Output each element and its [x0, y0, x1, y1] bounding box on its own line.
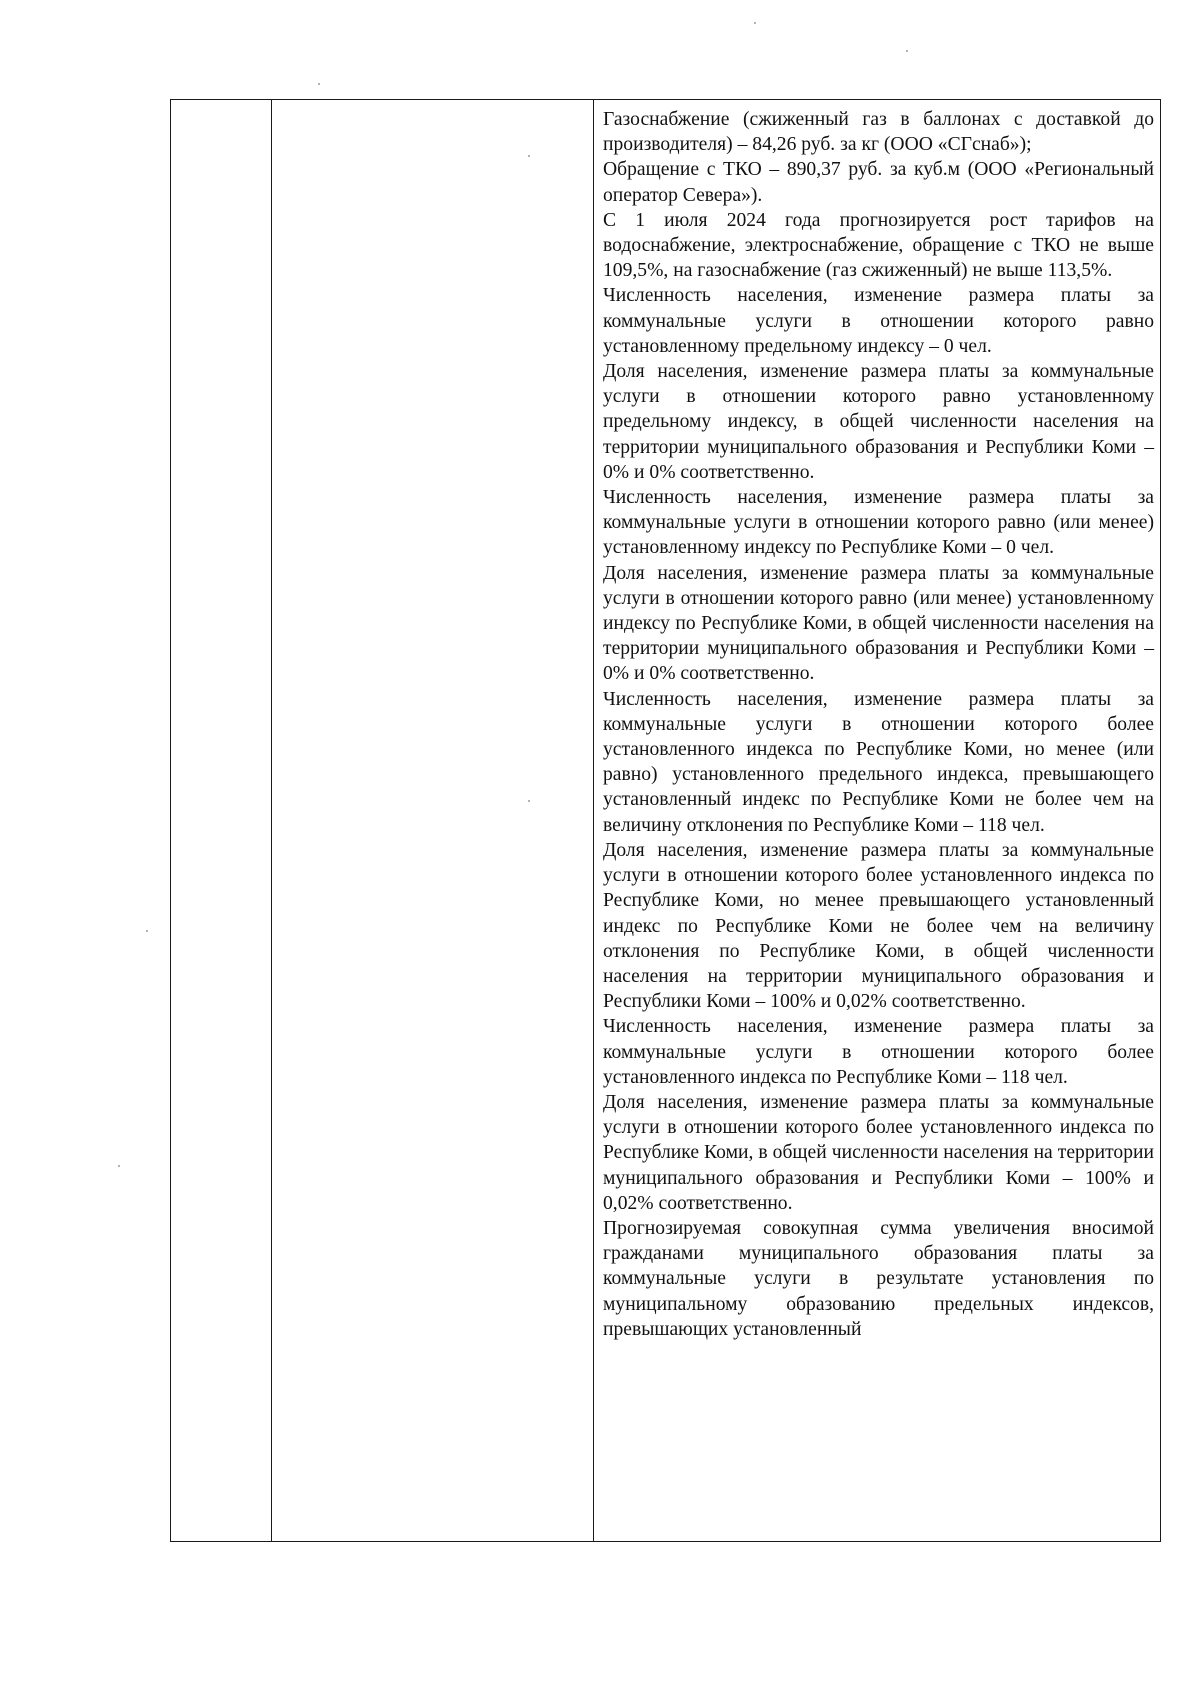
paragraph-share-komi-index: Доля населения, изменение размера платы за коммунальные услуги в отношении которого равно (или менее) установленному индексу по Республике Коми, в общей численности населения на территории муниципального образования и Республики Коми – 0% и 0% соответственно. [603, 562, 1154, 685]
table-cell-name [272, 100, 594, 1542]
table-row [171, 100, 1161, 1542]
paragraph-tariff-growth: С 1 июля 2024 года прогнозируется рост тарифов на водоснабжение, электроснабжение, обращение с ТКО не выше 109,5%, на газоснабжение (газ сжиженный) не выше 113,5%. [603, 209, 1154, 282]
paragraph-population-above-index: Численность населения, изменение размера платы за коммунальные услуги в отношении которого более установленного индекса по Республике Коми – 118 чел. [603, 1016, 1154, 1088]
scan-speck [146, 930, 148, 932]
scan-speck [118, 1165, 120, 1167]
scan-speck [906, 50, 908, 52]
paragraph-share-above-index: Доля населения, изменение размера платы за коммунальные услуги в отношении которого более установленного индекса по Республике Коми, в общей численности населения на территории муниципального образования и Республики Коми – 100% и 0,02% соответственно. [603, 1091, 1154, 1214]
document-table [170, 99, 1161, 1542]
cell-text [594, 100, 1160, 1342]
paragraph-waste-management: Обращение с ТКО – 890,37 руб. за куб.м (ООО «Региональный оператор Севера»). [603, 159, 1154, 206]
paragraph-forecast-sum: Прогнозируемая совокупная сумма увеличения вносимой гражданами муниципального образования платы за коммунальные услуги в результате установления по муниципальному образованию предельных индексов, превышающих установленный [603, 1217, 1154, 1340]
paragraph-population-komi-index: Численность населения, изменение размера платы за коммунальные услуги в отношении которого равно (или менее) установленному индексу по Республике Коми – 0 чел. [603, 487, 1154, 559]
table-cell-content [594, 100, 1161, 1542]
table-cell-number [171, 100, 272, 1542]
scan-speck [754, 22, 756, 24]
paragraph-population-limit-index: Численность населения, изменение размера платы за коммунальные услуги в отношении которого равно установленному предельному индексу – 0 чел. [603, 285, 1154, 357]
scan-speck [318, 83, 320, 85]
paragraph-population-deviation: Численность населения, изменение размера платы за коммунальные услуги в отношении которого более установленного индекса по Республике Коми, но менее (или равно) установленного предельного индекса, превышающего установленный индекс по Республике Коми не более чем на величину отклонения по Республике Коми – 118 чел. [603, 688, 1154, 836]
paragraph-share-limit-index: Доля населения, изменение размера платы за коммунальные услуги в отношении которого равно установленному предельному индексу, в общей численности населения на территории муниципального образования и Республики Коми – 0% и 0% соответственно. [603, 361, 1154, 483]
paragraph-share-deviation: Доля населения, изменение размера платы за коммунальные услуги в отношении которого более установленного индекса по Республике Коми, но менее превышающего установленный индекс по Республике Коми не более чем на величину отклонения по Республике Коми, в общей численности населения на территории муниципального образования и Республики Коми – 100% и 0,02% соответственно. [603, 839, 1154, 1013]
paragraph-gas-supply: Газоснабжение (сжиженный газ в баллонах с доставкой до производителя) – 84,26 руб. за кг (ООО «СГснаб»); [603, 109, 1154, 156]
